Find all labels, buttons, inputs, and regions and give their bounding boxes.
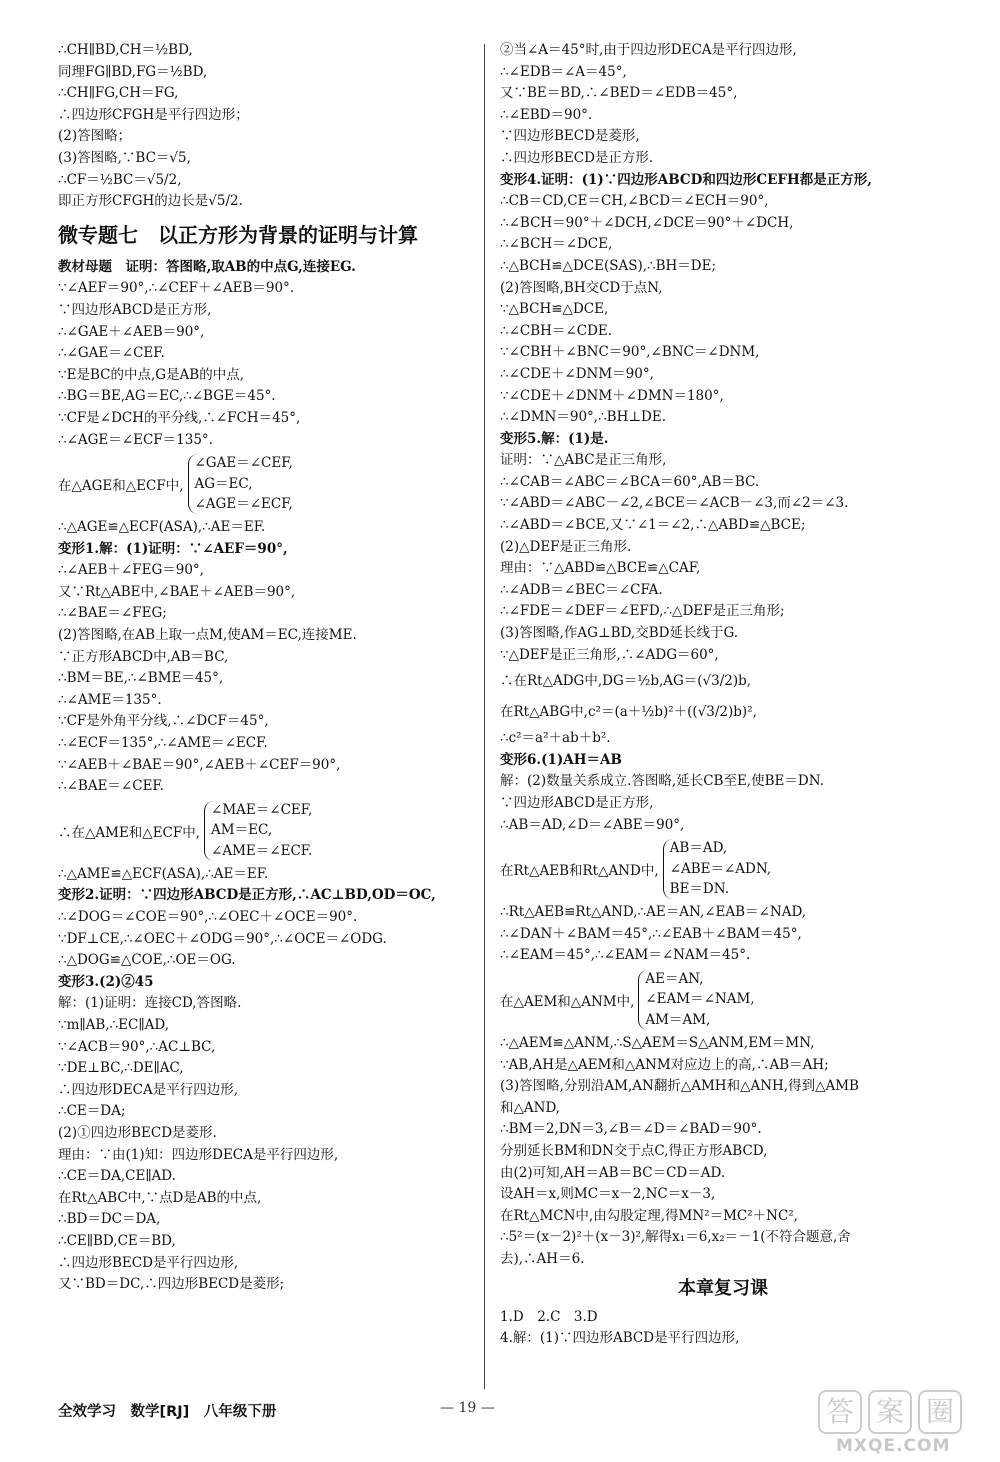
text-line: ∵AB,AH是△AEM和△ANM对应边上的高,∴AB＝AH; <box>500 1056 829 1073</box>
page-number: — 19 — <box>440 1400 495 1416</box>
system-prefix: ∴在△AME和△ECF中, <box>58 824 201 841</box>
text-line: 变形1.解：(1)证明：∵∠AEF＝90°, <box>58 540 288 557</box>
text-line: ∵DE⊥BC,∴DE∥AC, <box>58 1060 184 1077</box>
text-line: ∵∠ABD＝∠ABC－∠2,∠BCE＝∠ACB－∠3,而∠2＝∠3. <box>500 495 849 512</box>
watermark-url: MXQE.COM <box>836 1436 951 1456</box>
text-line: ∴在Rt△ADG中,DG＝½b,AG＝(√3/2)b, <box>500 673 752 690</box>
text-line: 教材母题 证明：答图略,取AB的中点G,连接EG. <box>58 258 356 275</box>
brace-group <box>638 970 754 1030</box>
text-line: ∴∠EBD＝90°. <box>500 106 593 123</box>
text-line: ∴∠CBH＝∠CDE. <box>500 322 613 339</box>
system-row: ∠MAE＝∠CEF, <box>211 801 313 818</box>
text-line: 变形3.(2)②45 <box>58 973 154 990</box>
text-line: ∴∠BAE＝∠CEF. <box>58 778 164 795</box>
system-row: BE＝DN. <box>669 881 729 898</box>
text-line: ∴BD＝DC＝DA, <box>58 1211 161 1228</box>
section-title: 微专题七 以正方形为背景的证明与计算 <box>58 222 418 247</box>
text-line: ∴∠BCH＝90°＋∠DCH,∠DCE＝90°＋∠DCH, <box>500 214 794 231</box>
text-line: (3)答图略,∵BC＝√5, <box>58 149 191 166</box>
system-row: ∠EAM＝∠NAM, <box>645 991 755 1008</box>
text-line: ∴∠ABD＝∠BCE,又∵∠1＝∠2,∴△ABD≌△BCE; <box>500 517 806 534</box>
text-line: ∵∠AEB＋∠BAE＝90°,∠AEB＋∠CEF＝90°, <box>58 756 341 773</box>
equation-system <box>500 836 946 902</box>
watermark-char: 案 <box>868 1390 912 1434</box>
system-row: AG＝EC, <box>194 475 253 492</box>
text-line: 解：(2)数量关系成立.答图略,延长CB至E,使BE＝DN. <box>500 773 824 790</box>
text-line: ∴c²＝a²＋ab＋b². <box>500 730 611 747</box>
right-block-b <box>500 728 946 836</box>
equation-system <box>58 798 470 864</box>
brace-group <box>663 839 771 899</box>
text-line: 设AH＝x,则MC＝x－2,NC＝x－3, <box>500 1186 716 1203</box>
text-line: ②当∠A＝45°时,由于四边形DECA是平行四边形, <box>500 42 797 58</box>
text-line: 由(2)可知,AH＝AB＝BC＝CD＝AD. <box>500 1164 726 1181</box>
text-line: 即正方形CFGH的边长是√5/2. <box>58 193 243 210</box>
system-row: AE＝AN, <box>645 970 704 987</box>
text-line: ∴∠GAE＝∠CEF. <box>58 345 165 362</box>
text-line: (3)答图略,作AG⊥BD,交BD延长线于G. <box>500 625 739 642</box>
text-line: ∴∠AME＝135°. <box>58 691 162 708</box>
text-line: 又∵BD＝DC,∴四边形BECD是菱形; <box>58 1276 285 1293</box>
system-row: AM＝AM, <box>645 1011 711 1028</box>
text-line: ∴CF＝½BC＝√5/2, <box>58 171 182 188</box>
text-line: ∴CH∥BD,CH＝½BD, <box>58 42 193 58</box>
left-block-b <box>58 257 470 451</box>
text-line: ∴△BCH≌△DCE(SAS),∴BH＝DE; <box>500 257 717 274</box>
right-block-c <box>500 902 946 967</box>
system-prefix: 在Rt△AEB和Rt△AND中, <box>500 863 659 880</box>
text-line: (2)答图略； <box>58 128 132 145</box>
left-block-d <box>58 864 470 1296</box>
text-line: ∴BM＝BE,∴∠BME＝45°, <box>58 670 224 687</box>
text-line: ∴四边形BECD是平行四边形, <box>58 1254 239 1271</box>
text-line: ∵正方形ABCD中,AB＝BC, <box>58 648 229 665</box>
watermark-logo <box>818 1390 968 1456</box>
text-line: 变形4.证明：(1)∵四边形ABCD和四边形CEFH都是正方形, <box>500 171 872 188</box>
text-line: 在Rt△ABG中,c²＝(a＋½b)²＋((√3/2)b)², <box>500 704 757 721</box>
system-row: ∠ABE＝∠ADN, <box>669 860 772 877</box>
text-line: ∴四边形DECA是平行四边形, <box>58 1081 239 1098</box>
text-line: 理由：∵△ABD≌△BCE≌△CAF, <box>500 560 701 577</box>
text-line: ∴△AME≌△ECF(ASA),∴AE＝EF. <box>58 865 269 882</box>
text-line: ∴△AEM≌△ANM,∴S△AEM＝S△ANM,EM＝MN, <box>500 1034 815 1051</box>
text-line: ∴∠AGE＝∠ECF＝135°. <box>58 431 213 448</box>
system-row: AB＝AD, <box>669 840 728 857</box>
left-block-c <box>58 517 470 798</box>
text-line: ∴CB＝CD,CE＝CH,∠BCD＝∠ECH＝90°, <box>500 193 769 210</box>
text-line: ∴∠ECF＝135°,∴∠AME＝∠ECF. <box>58 735 268 752</box>
text-line: ∵DF⊥CE,∴∠OEC＋∠ODG＝90°,∴∠OCE＝∠ODG. <box>58 930 387 947</box>
text-line: ∵∠ACB＝90°,∴AC⊥BC, <box>58 1038 216 1055</box>
text-line: ∵CF是∠DCH的平分线,∴∠FCH＝45°, <box>58 409 301 426</box>
equation-system <box>500 967 946 1033</box>
text-line: ∴∠EDB＝∠A＝45°, <box>500 63 627 80</box>
text-line: ∴∠DAN＋∠BAM＝45°,∴∠EAB＋∠BAM＝45°, <box>500 925 802 942</box>
system-row: ∠AGE＝∠ECF, <box>194 496 293 513</box>
text-line: ∵E是BC的中点,G是AB的中点, <box>58 366 244 383</box>
text-line: ∴△DOG≌△COE,∴OE＝OG. <box>58 952 236 969</box>
text-line: ∴∠CAB＝∠ABC＝∠BCA＝60°,AB＝BC. <box>500 473 760 490</box>
text-line: ∴四边形CFGH是平行四边形； <box>58 106 249 123</box>
text-line: ∴∠CDE＋∠DNM＝90°, <box>500 365 654 382</box>
text-line: ∴BM＝2,DN＝3,∠B＝∠D＝∠BAD＝90°. <box>500 1121 762 1138</box>
text-line: ∴∠BAE＝∠FEG; <box>58 605 167 622</box>
text-line: ∵四边形ABCD是正方形, <box>500 795 654 811</box>
equation-system <box>58 451 470 517</box>
text-line: ∴∠FDE＝∠DEF＝∠EFD,∴△DEF是正三角形; <box>500 603 785 620</box>
book-title: 全效学习 数学[RJ] 八年级下册 <box>58 1404 277 1420</box>
text-line: 又∵BE＝BD,∴∠BED＝∠EDB＝45°, <box>500 85 738 102</box>
text-line: ∵∠CDE＋∠DNM＋∠DMN＝180°, <box>500 387 724 404</box>
text-line: ∵△DEF是正三角形,∴∠ADG＝60°, <box>500 646 719 663</box>
text-line: ∴∠ADB＝∠BEC＝∠CFA. <box>500 581 663 598</box>
text-line: 在Rt△MCN中,由勾股定理,得MN²＝MC²＋NC², <box>500 1207 798 1224</box>
right-column <box>500 40 946 1350</box>
system-row: ∠AME＝∠ECF. <box>211 842 313 859</box>
left-block-a <box>58 40 470 213</box>
text-line: (2)①四边形BECD是菱形. <box>58 1124 217 1141</box>
text-line: 在Rt△ABC中,∵点D是AB的中点, <box>58 1189 262 1206</box>
text-line: ∴四边形BECD是正方形. <box>500 149 654 166</box>
text-line: ∵∠CBH＋∠BNC＝90°,∠BNC＝∠DNM, <box>500 344 760 361</box>
text-line: 分别延长BM和DN交于点C,得正方形ABCD, <box>500 1142 768 1159</box>
right-block-a <box>500 40 946 666</box>
text-line: ∴△AGE≌△ECF(ASA),∴AE＝EF. <box>58 519 266 536</box>
text-line: ∴∠GAE＋∠AEB＝90°, <box>58 323 205 340</box>
right-block-e <box>500 1307 946 1350</box>
text-line: 变形5.解：(1)是. <box>500 430 609 447</box>
text-line: 4.解：(1)∵四边形ABCD是平行四边形, <box>500 1330 740 1347</box>
text-line: ∵△BCH≌△DCE, <box>500 301 609 318</box>
left-column <box>58 40 470 1296</box>
text-line: ∴∠AEB＋∠FEG＝90°, <box>58 562 204 579</box>
text-line: ∴CH∥FG,CH＝FG, <box>58 85 179 102</box>
right-block-d <box>500 1033 946 1271</box>
review-title: 本章复习课 <box>678 1277 768 1299</box>
text-line: ∴Rt△AEB≌Rt△AND,∴AE＝AN,∠EAB＝∠NAD, <box>500 904 807 921</box>
text-line: (3)答图略,分别沿AM,AN翻折△AMH和△ANH,得到△AMB <box>500 1078 859 1095</box>
right-block-tall <box>500 666 946 728</box>
text-line: ∴CE＝DA,CE∥AD. <box>58 1168 176 1185</box>
text-line: 去),∴AH＝6. <box>500 1250 585 1267</box>
text-line: 和△AND, <box>500 1099 561 1116</box>
column-divider <box>484 44 485 1389</box>
text-line: ∵四边形BECD是菱形, <box>500 128 640 145</box>
text-line: 理由：∵由(1)知：四边形DECA是平行四边形, <box>58 1146 339 1163</box>
text-line: ∴∠EAM＝45°,∴∠EAM＝∠NAM＝45°. <box>500 947 751 964</box>
text-line: ∵CF是外角平分线,∴∠DCF＝45°, <box>58 713 269 730</box>
text-line: ∵四边形ABCD是正方形, <box>58 301 212 318</box>
text-line: ∴CE∥BD,CE＝BD, <box>58 1232 176 1249</box>
text-line: ∵m∥AB,∴EC∥AD, <box>58 1016 169 1033</box>
watermark-char: 圈 <box>918 1390 962 1434</box>
text-line: ∴5²＝(x－2)²＋(x－3)²,解得x₁＝6,x₂＝－1(不符合题意,舍 <box>500 1229 851 1246</box>
text-line: ∴∠DOG＝∠COE＝90°,∴∠OEC＋∠OCE＝90°. <box>58 909 358 925</box>
text-line: (2)△DEF是正三角形. <box>500 538 632 555</box>
system-prefix: 在△AEM和△ANM中, <box>500 993 635 1010</box>
text-line: ∴∠BCH＝∠DCE, <box>500 236 613 253</box>
text-line: ∴AB＝AD,∠D＝∠ABE＝90°, <box>500 816 685 833</box>
text-line: 同理FG∥BD,FG＝½BD, <box>58 63 208 80</box>
text-line: 解：(1)证明：连接CD,答图略. <box>58 995 242 1012</box>
text-line: 又∵Rt△ABE中,∠BAE＋∠AEB＝90°, <box>58 583 296 600</box>
text-line: 1.D 2.C 3.D <box>500 1308 598 1325</box>
text-line: ∴CE＝DA; <box>58 1103 126 1120</box>
system-row: ∠GAE＝∠CEF, <box>194 455 293 472</box>
text-line: (2)答图略,在AB上取一点M,使AM＝EC,连接ME. <box>58 627 357 644</box>
text-line: 变形2.证明：∵四边形ABCD是正方形,∴AC⊥BD,OD＝OC, <box>58 887 436 904</box>
system-prefix: 在△AGE和△ECF中, <box>58 478 184 495</box>
brace-group <box>204 801 312 861</box>
text-line: ∵∠AEF＝90°,∴∠CEF＋∠AEB＝90°. <box>58 280 295 297</box>
text-line: (2)答图略,BH交CD于点N, <box>500 279 663 296</box>
text-line: ∴∠DMN＝90°,∴BH⊥DE. <box>500 409 667 426</box>
system-row: AM＝EC, <box>211 822 273 839</box>
brace-group <box>188 454 293 514</box>
watermark-char: 答 <box>818 1390 862 1434</box>
text-line: 变形6.(1)AH＝AB <box>500 751 622 768</box>
text-line: ∴BG＝BE,AG＝EC,∴∠BGE＝45°. <box>58 388 276 405</box>
text-line: 证明：∵△ABC是正三角形, <box>500 452 667 469</box>
